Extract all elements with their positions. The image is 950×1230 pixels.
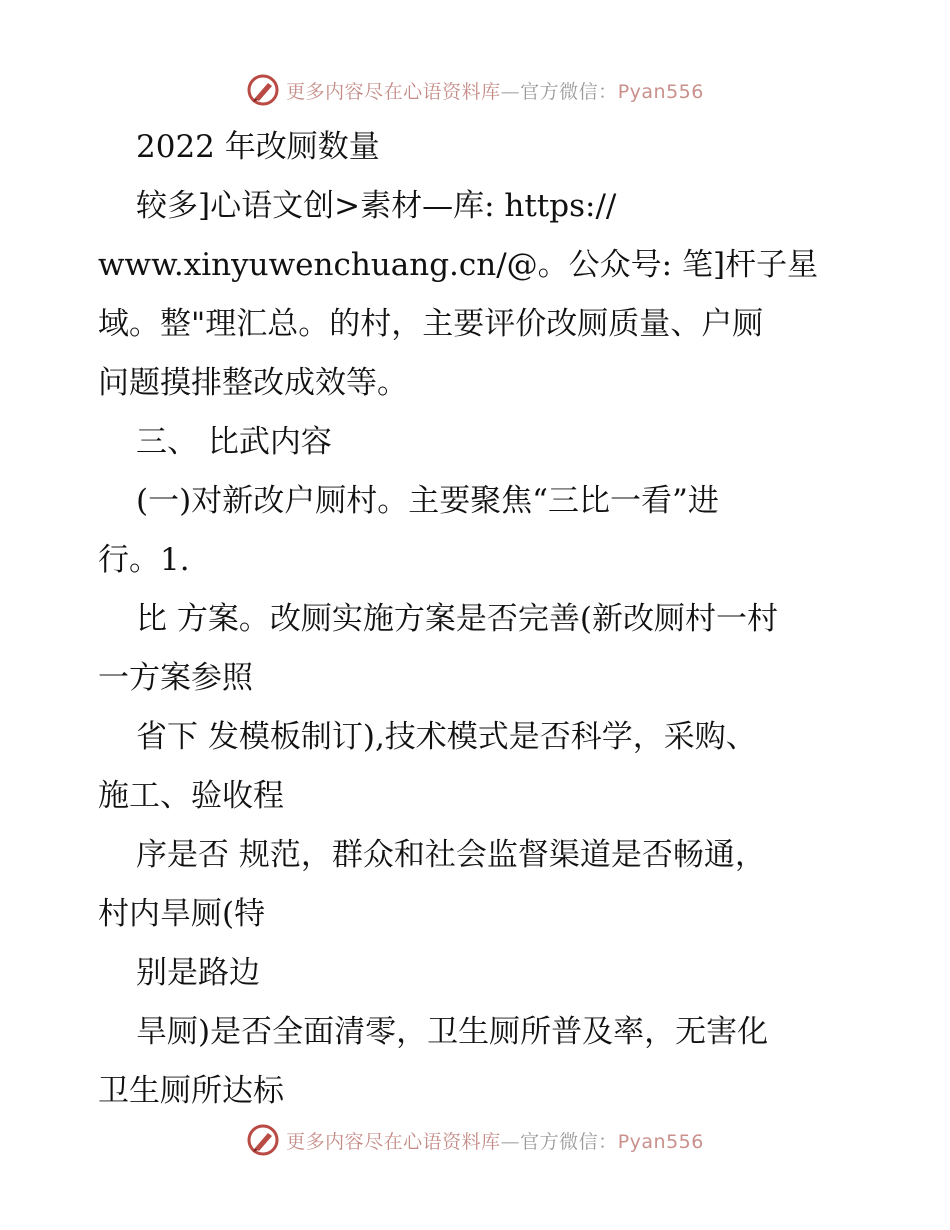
body-text <box>98 118 858 1121</box>
text-line: 村内旱厕(特 <box>98 896 266 932</box>
text-line: 域。整"理汇总。的村，主要评价改厕质量、户厕 <box>98 306 764 342</box>
header-banner-text: 更多内容尽在心语资料库—官方微信：Pyan556 <box>286 80 704 103</box>
text-line: 2022 年改厕数量 <box>136 129 380 165</box>
footer-banner <box>0 1120 950 1160</box>
pen-logo-icon <box>246 73 280 107</box>
text-line: 省下 发模板制订),技术模式是否科学，采购、 <box>136 719 757 755</box>
header-banner <box>0 70 950 110</box>
text-line: 行。1. <box>98 542 190 578</box>
text-line: 施工、验收程 <box>98 778 284 814</box>
text-line: 别是路边 <box>136 955 260 991</box>
pen-logo-icon <box>246 1123 280 1157</box>
text-line: 序是否 规范，群众和社会监督渠道是否畅通， <box>136 837 766 873</box>
text-line: 旱厕)是否全面清零，卫生厕所普及率，无害化 <box>136 1014 769 1050</box>
text-line: 比 方案。改厕实施方案是否完善(新改厕村一村 <box>136 601 778 637</box>
section-heading: 三、 比武内容 <box>136 424 332 460</box>
text-line: 较多]心语文创>素材—库: https:// <box>136 188 617 224</box>
text-line: 问题摸排整改成效等。 <box>98 365 408 401</box>
text-line: (一)对新改户厕村。主要聚焦“三比一看”进 <box>136 483 719 519</box>
text-line: 一方案参照 <box>98 660 253 696</box>
text-line: 卫生厕所达标 <box>98 1073 284 1109</box>
footer-banner-text: 更多内容尽在心语资料库—官方微信：Pyan556 <box>286 1130 704 1153</box>
text-line: www.xinyuwenchuang.cn/@。公众号: 笔]杆子星 <box>98 247 819 283</box>
